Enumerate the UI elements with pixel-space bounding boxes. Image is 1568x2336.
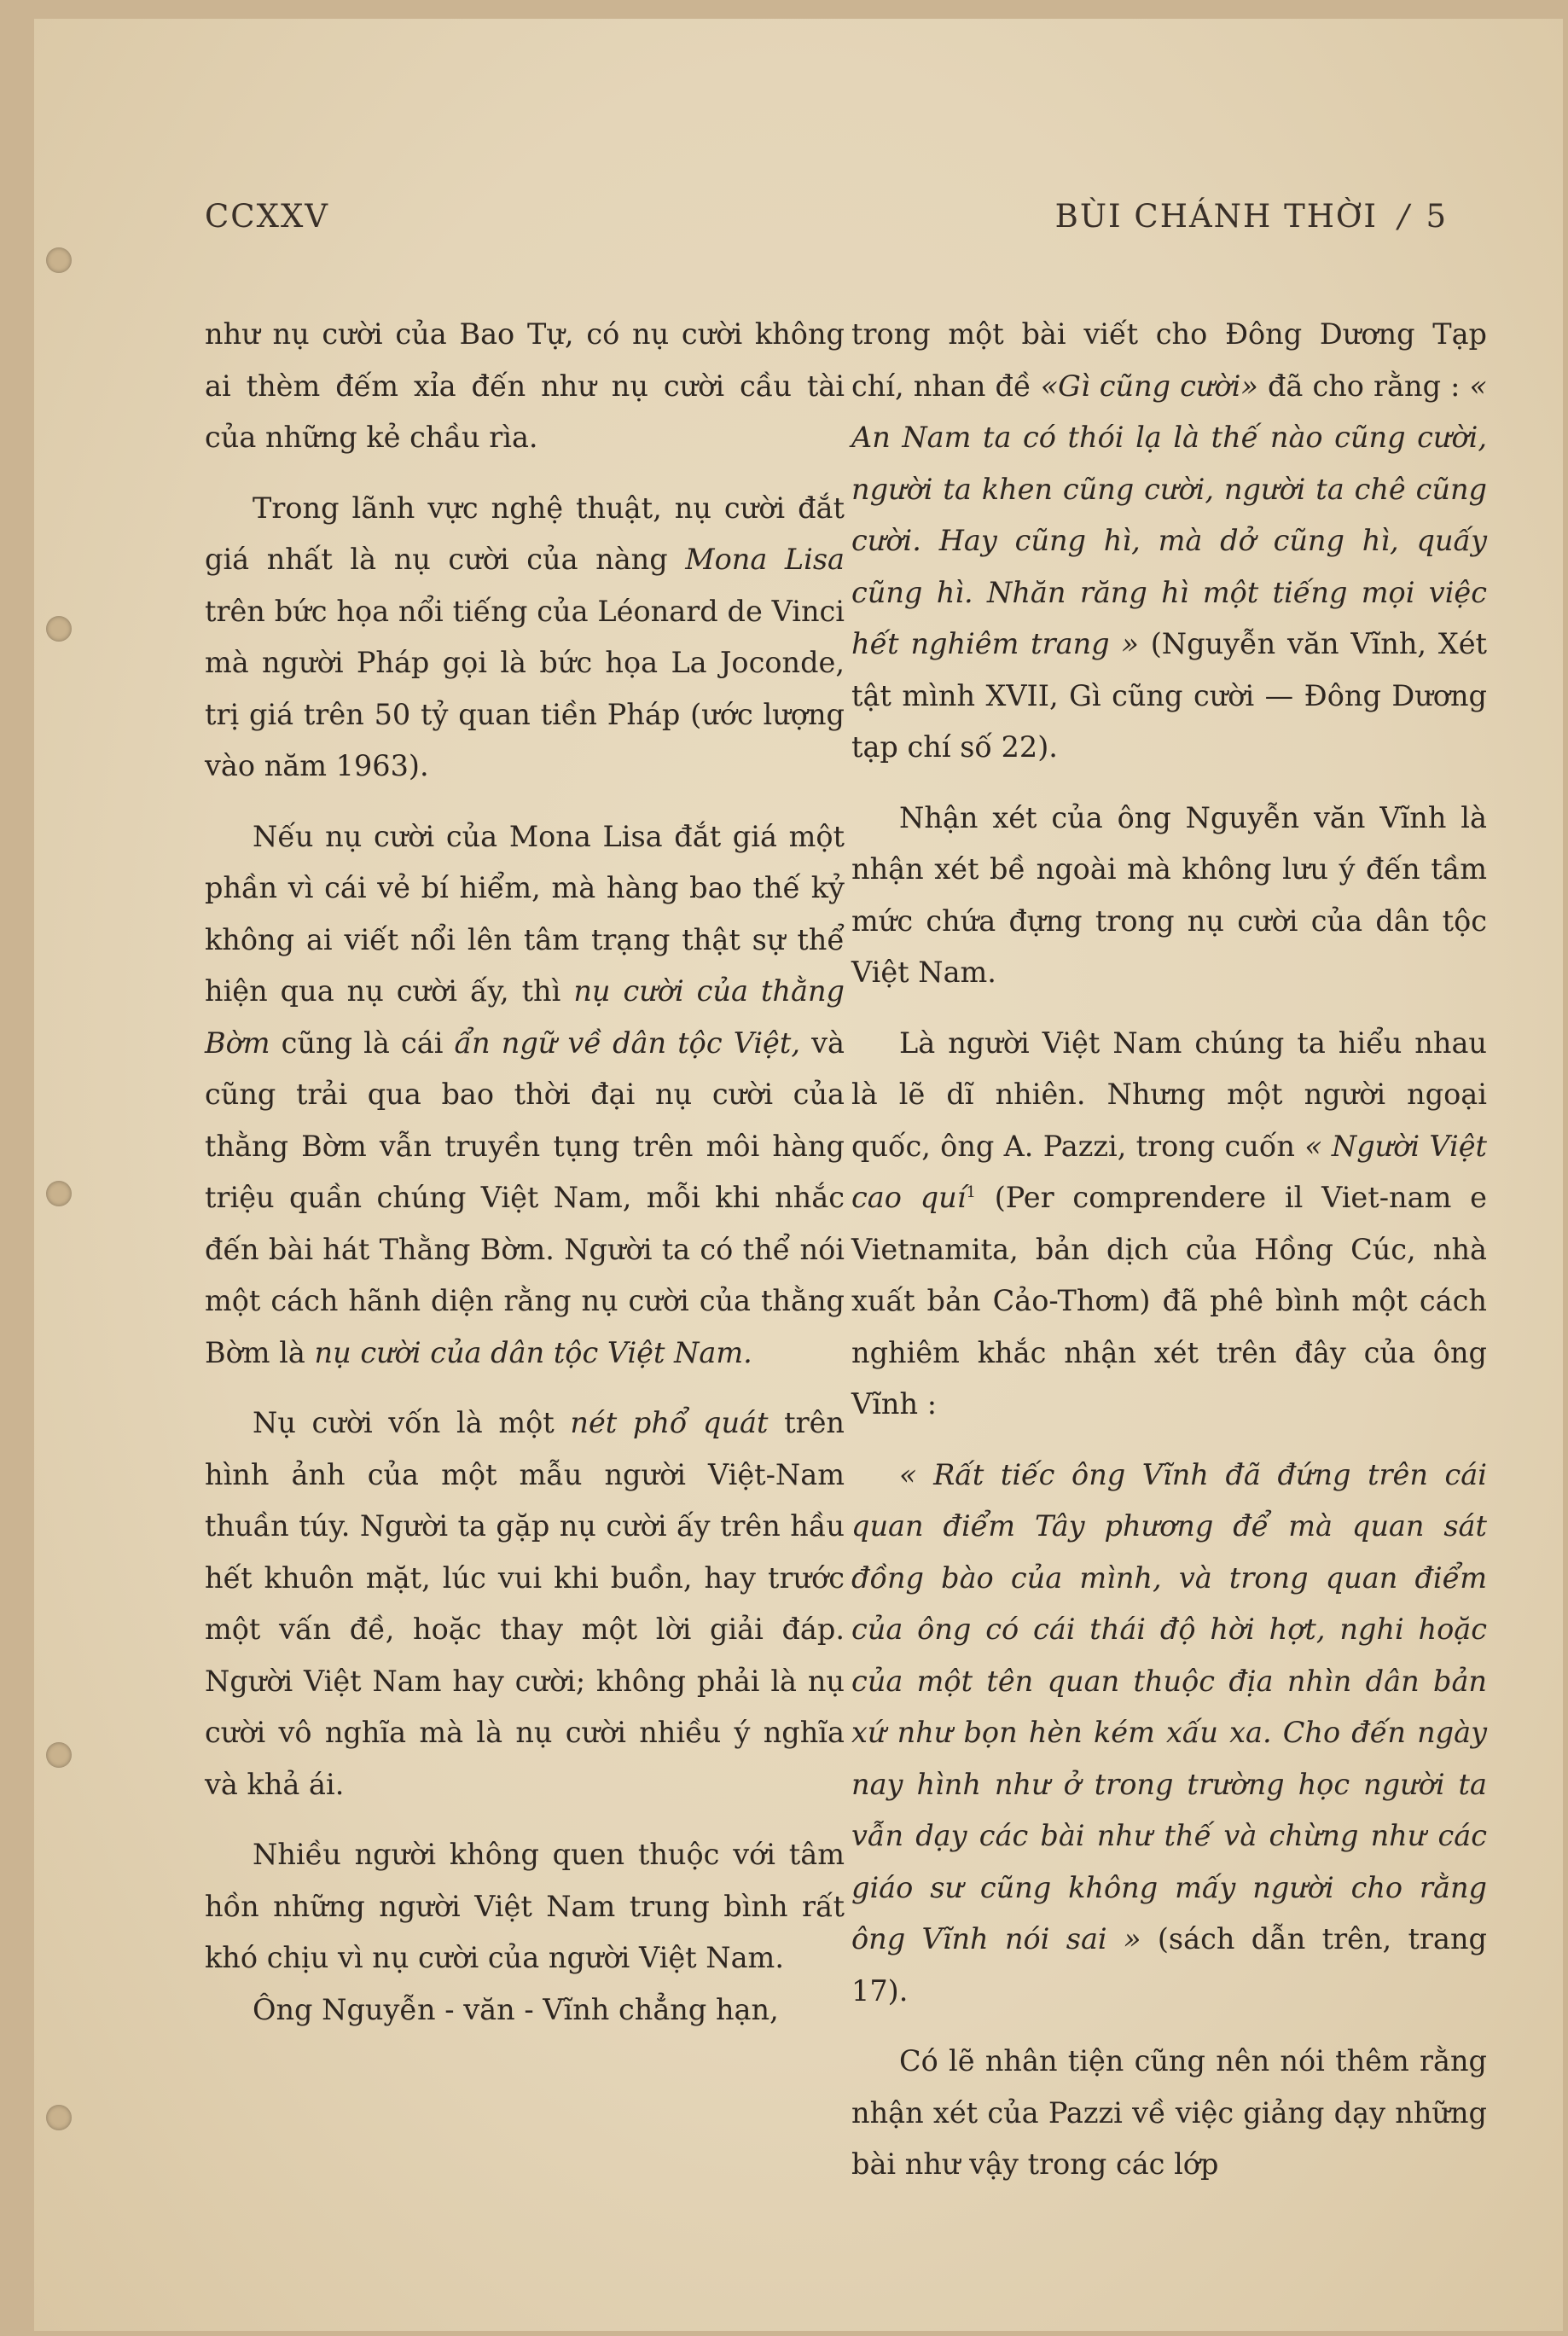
- header-right: [1055, 198, 1448, 235]
- paragraph: Nhận xét của ông Nguyễn văn Vĩnh là nhận xét bề ngoài mà không lưu ý đến tầm mức chứa đựng trong nụ cười của dân tộc Việt Nam.: [851, 800, 1487, 989]
- binding-hole: [46, 1181, 72, 1206]
- page-number: 5: [1426, 198, 1448, 235]
- author-name: BÙI CHÁNH THỜI: [1054, 198, 1378, 235]
- paragraph: Là người Việt Nam chúng ta hiểu nhau là lẽ dĩ nhiên. Nhưng một người ngoại quốc, ông A. Pazzi, trong cuốn « Người Việt cao quí$^1$ (Per comprendere il Viet-nam e Vietnamita, bản dịch của Hồng Cúc, nhà xuất bản Cảo-Thơm) đã phê bình một cách nghiêm khắc nhận xét trên đây của ông Vĩnh :: [851, 1026, 1487, 1421]
- binding-hole: [46, 2105, 72, 2130]
- header-separator: /: [1397, 198, 1411, 235]
- paragraph: trong một bài viết cho Đông Dương Tạp chí, nhan đề «Gì cũng cười» đã cho rằng : « An Nam ta có thói lạ là thế nào cũng cười, người ta khen cũng cười, người ta chê cũng cười. Hay cũng hì, mà dở cũng hì, quấy cũng hì. Nhăn răng hì một tiếng mọi việc hết nghiêm trang » (Nguyễn văn Vĩnh, Xét tật mình XVII, Gì cũng cười — Đông Dương tạp chí số 22).: [851, 317, 1487, 764]
- binding-hole: [46, 247, 72, 273]
- paragraph: như nụ cười của Bao Tự, có nụ cười không ai thèm đếm xỉa đến như nụ cười cầu tài của những kẻ chầu rìa.: [205, 317, 845, 454]
- paragraph: Nụ cười vốn là một nét phổ quát trên hình ảnh của một mẫu người Việt-Nam thuần túy. Người ta gặp nụ cười ấy trên hầu hết khuôn mặt, lúc vui khi buồn, hay trước một vấn đề, hoặc thay một lời giải đáp. Người Việt Nam hay cười; không phải là nụ cười vô nghĩa mà là nụ cười nhiều ý nghĩa và khả ái.: [205, 1406, 845, 1801]
- binding-hole: [46, 616, 72, 642]
- chapter-numeral: CCXXV: [205, 198, 330, 235]
- left-column: [205, 309, 845, 2036]
- paragraph: Nhiều người không quen thuộc với tâm hồn những người Việt Nam trung bình rất khó chịu vì nụ cười của người Việt Nam.: [205, 1838, 845, 1974]
- footnote-marker: 1: [966, 1183, 976, 1201]
- paragraph: Có lẽ nhân tiện cũng nên nói thêm rằng nhận xét của Pazzi về việc giảng dạy những bài như vậy trong các lớp: [851, 2044, 1487, 2181]
- paragraph: Trong lãnh vực nghệ thuật, nụ cười đắt giá nhất là nụ cười của nàng Mona Lisa trên bức họa nổi tiếng của Léonard de Vinci mà người Pháp gọi là bức họa La Joconde, trị giá trên 50 tỷ quan tiền Pháp (ước lượng vào năm 1963).: [205, 491, 845, 782]
- binding-hole: [46, 1742, 72, 1768]
- block-quote: « Rất tiếc ông Vĩnh đã đứng trên cái quan điểm Tây phương để mà quan sát đồng bào của mình, và trong quan điểm của ông có cái thái độ hời hợt, nghi hoặc của một tên quan thuộc địa nhìn dân bản xứ như bọn hèn kém xấu xa. Cho đến ngày nay hình như ở trong trường học người ta vẫn dạy các bài như thế và chừng như các giáo sư cũng không mấy người cho rằng ông Vĩnh nói sai » (sách dẫn trên, trang 17).: [851, 1457, 1487, 2008]
- paragraph: Nếu nụ cười của Mona Lisa đắt giá một phần vì cái vẻ bí hiểm, mà hàng bao thế kỷ không ai viết nổi lên tâm trạng thật sự thể hiện qua nụ cười ấy, thì nụ cười của thằng Bờm cũng là cái ẩn ngữ về dân tộc Việt, và cũng trải qua bao thời đại nụ cười của thằng Bờm vẫn truyền tụng trên môi hàng triệu quần chúng Việt Nam, mỗi khi nhắc đến bài hát Thằng Bờm. Người ta có thể nói một cách hãnh diện rằng nụ cười của thằng Bờm là nụ cười của dân tộc Việt Nam.: [205, 819, 845, 1369]
- book-page: [34, 19, 1563, 2331]
- paragraph: Ông Nguyễn - văn - Vĩnh chẳng hạn,: [253, 1992, 779, 2026]
- right-column: [851, 309, 1487, 2191]
